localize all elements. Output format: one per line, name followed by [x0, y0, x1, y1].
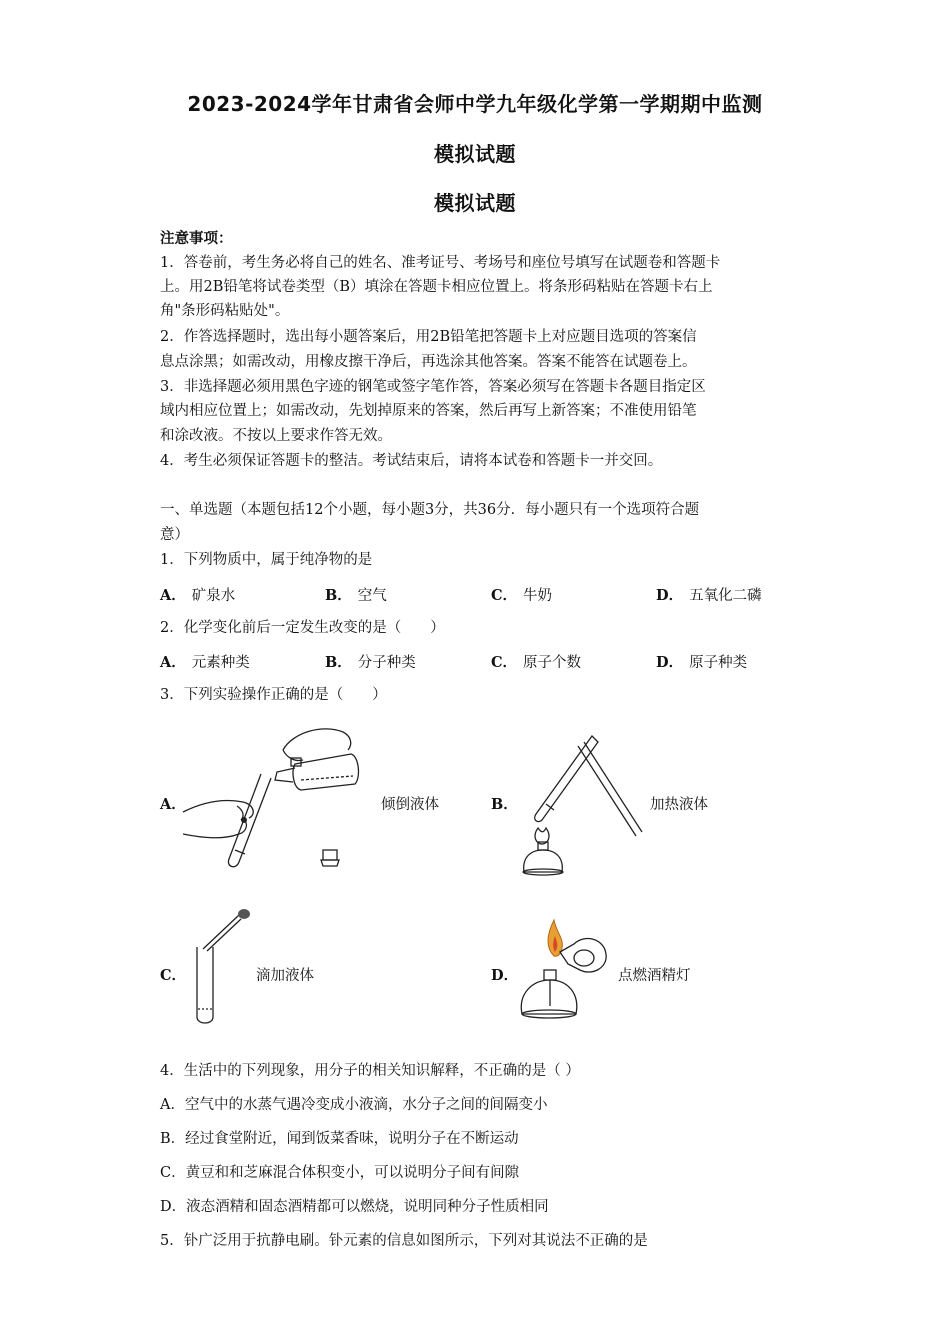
q3-option-d-caption: 点燃酒精灯 — [618, 968, 691, 984]
q3-option-b-letter: B． — [491, 796, 518, 813]
notice-line: 上。用2B铅笔将试卷类型（B）填涂在答题卡相应位置上。将条形码粘贴在答题卡右上 — [160, 279, 713, 295]
q1-option-c — [491, 584, 552, 605]
q2-option-a — [160, 651, 250, 672]
notice-line: 1．答卷前，考生务必将自己的姓名、准考证号、考场号和座位号填写在试题卷和答题卡 — [160, 255, 721, 271]
q1-option-a — [160, 584, 235, 605]
question-2-stem: 2．化学变化前后一定发生改变的是（ ） — [160, 620, 445, 636]
notice-line: 域内相应位置上；如需改动，先划掉原来的答案，然后再写上新答案；不准使用铅笔 — [160, 403, 697, 419]
option-letter: D． — [656, 587, 684, 604]
notice-heading: 注意事项： — [160, 230, 233, 247]
option-letter: A． — [160, 587, 186, 604]
notice-line: 4．考生必须保证答题卡的整洁。考试结束后，请将本试卷和答题卡一并交回。 — [160, 453, 663, 469]
option-text: 五氧化二磷 — [689, 588, 762, 604]
notice-line: 3．非选择题必须用黑色字迹的钢笔或签字笔作答，答案必须写在答题卡各题目指定区 — [160, 379, 706, 395]
question-1-stem: 1．下列物质中，属于纯净物的是 — [160, 552, 373, 568]
notice-line: 和涂改液。不按以上要求作答无效。 — [160, 428, 392, 444]
q3-option-c-letter: C． — [160, 967, 187, 984]
q1-option-d — [656, 584, 762, 605]
option-letter: B． — [325, 654, 352, 671]
option-letter: D． — [656, 654, 684, 671]
q3-option-d-letter: D． — [491, 967, 519, 984]
heating-liquid-illustration — [518, 732, 643, 877]
option-letter: B． — [325, 587, 352, 604]
pouring-liquid-illustration — [183, 722, 363, 872]
exam-title: 2023-2024学年甘肃省会师中学九年级化学第一学期期中监测 — [187, 92, 763, 116]
q3-option-a-letter: A． — [160, 796, 186, 813]
section-heading: 一、单选题（本题包括12个小题，每小题3分，共36分．每小题只有一个选项符合题 — [160, 502, 700, 518]
q4-option-a: A．空气中的水蒸气遇冷变成小液滴，水分子之间的间隔变小 — [160, 1097, 548, 1113]
dropping-liquid-illustration — [189, 907, 255, 1029]
option-text: 矿泉水 — [191, 588, 236, 604]
q4-option-c: C．黄豆和和芝麻混合体积变小，可以说明分子间有间隙 — [160, 1165, 520, 1181]
question-5-stem: 5．钋广泛用于抗静电刷。钋元素的信息如图所示，下列对其说法不正确的是 — [160, 1233, 648, 1249]
option-letter: C． — [491, 654, 518, 671]
section-heading-cont: 意） — [160, 527, 189, 543]
q2-option-d — [656, 651, 747, 672]
question-4-stem: 4．生活中的下列现象，用分子的相关知识解释，不正确的是（ ） — [160, 1063, 580, 1079]
option-text: 元素种类 — [191, 655, 250, 671]
q1-option-b — [325, 584, 387, 605]
option-text: 牛奶 — [523, 588, 553, 604]
option-text: 原子个数 — [523, 655, 582, 671]
q2-option-c — [491, 651, 581, 672]
notice-line: 2．作答选择题时，选出每小题答案后，用2B铅笔把答题卡上对应题目选项的答案信 — [160, 329, 697, 345]
option-text: 空气 — [357, 588, 387, 604]
q3-option-b-caption: 加热液体 — [650, 797, 708, 813]
q4-option-b: B．经过食堂附近，闻到饭菜香味，说明分子在不断运动 — [160, 1131, 519, 1147]
lighting-alcohol-lamp-illustration — [518, 914, 618, 1026]
option-letter: A． — [160, 654, 186, 671]
option-text: 分子种类 — [357, 655, 416, 671]
question-3-stem: 3．下列实验操作正确的是（ ） — [160, 687, 387, 703]
exam-subtitle-repeat: 模拟试题 — [434, 191, 516, 215]
option-text: 原子种类 — [689, 655, 748, 671]
notice-line: 角"条形码粘贴处"。 — [160, 303, 290, 319]
q4-option-d: D．液态酒精和固态酒精都可以燃烧，说明同种分子性质相同 — [160, 1199, 549, 1215]
option-letter: C． — [491, 587, 518, 604]
exam-subtitle: 模拟试题 — [434, 142, 516, 166]
notice-line: 息点涂黑；如需改动，用橡皮擦干净后，再选涂其他答案。答案不能答在试题卷上。 — [160, 354, 697, 370]
q3-option-a-caption: 倾倒液体 — [381, 797, 439, 813]
q2-option-b — [325, 651, 416, 672]
q3-option-c-caption: 滴加液体 — [256, 968, 314, 984]
